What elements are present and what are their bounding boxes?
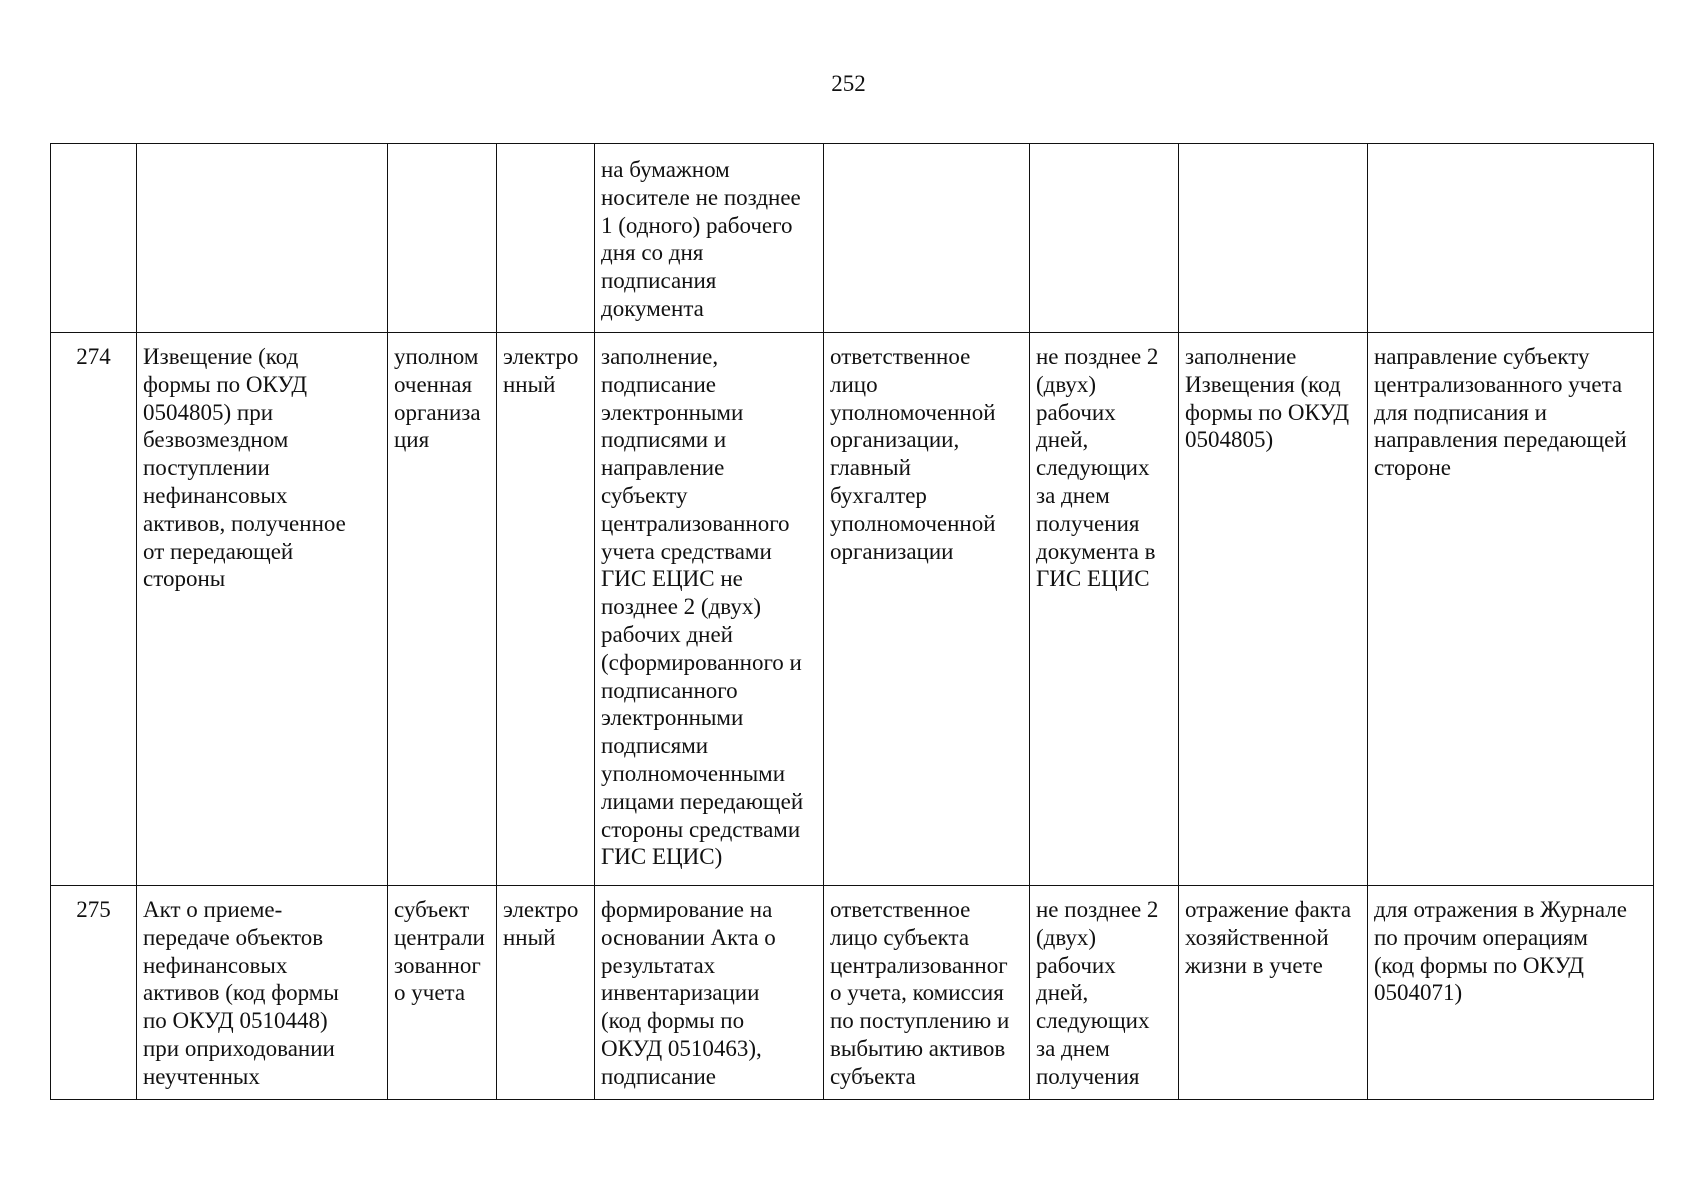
purpose-cell: для отражения в Журнале по прочим операциям (код формы по ОКУД 0504071) [1368,886,1654,1100]
format-cell [497,144,595,333]
deadline-cell: не позднее 2 (двух) рабочих дней, следующих за днем получения [1030,886,1179,1100]
procedure-cell: формирование на основании Акта о результатах инвентаризации (код формы по ОКУД 0510463), подписание [595,886,824,1100]
row-number-cell: 275 [51,886,137,1100]
format-cell: электро нный [497,886,595,1100]
row-number-cell: 274 [51,333,137,886]
document-name-cell: Извещение (код формы по ОКУД 0504805) при безвозмездном поступлении нефинансовых активов, полученное от передающей стороны [137,333,388,886]
document-name-cell: Акт о приеме- передаче объектов нефинансовых активов (код формы по ОКУД 0510448) при оприходовании неучтенных [137,886,388,1100]
row-number-cell [51,144,137,333]
deadline-cell [1030,144,1179,333]
executor-cell: ответственное лицо уполномоченной организации, главный бухгалтер уполномоченной организации [824,333,1030,886]
executor-cell: ответственное лицо субъекта централизованног о учета, комиссия по поступлению и выбытию активов субъекта [824,886,1030,1100]
document-table [50,143,1654,1100]
table-row [51,886,1654,1100]
action-cell: отражение факта хозяйственной жизни в учете [1179,886,1368,1100]
table-row [51,144,1654,333]
document-name-cell [137,144,388,333]
responsible-org-cell: субъект централи зованног о учета [388,886,497,1100]
purpose-cell [1368,144,1654,333]
responsible-org-cell [388,144,497,333]
responsible-org-cell: уполном оченная организа ция [388,333,497,886]
table-row [51,333,1654,886]
deadline-cell: не позднее 2 (двух) рабочих дней, следующих за днем получения документа в ГИС ЕЦИС [1030,333,1179,886]
action-cell: заполнение Извещения (код формы по ОКУД 0504805) [1179,333,1368,886]
page-number: 252 [831,71,866,96]
procedure-cell: на бумажном носителе не позднее 1 (одного) рабочего дня со дня подписания документа [595,144,824,333]
format-cell: электро нный [497,333,595,886]
purpose-cell: направление субъекту централизованного учета для подписания и направления передающей стороне [1368,333,1654,886]
action-cell [1179,144,1368,333]
procedure-cell: заполнение, подписание электронными подписями и направление субъекту централизованного учета средствами ГИС ЕЦИС не позднее 2 (двух) рабочих дней (сформированного и подписанного электронными подписями уполномоченными лицами передающей стороны средствами ГИС ЕЦИС) [595,333,824,886]
executor-cell [824,144,1030,333]
